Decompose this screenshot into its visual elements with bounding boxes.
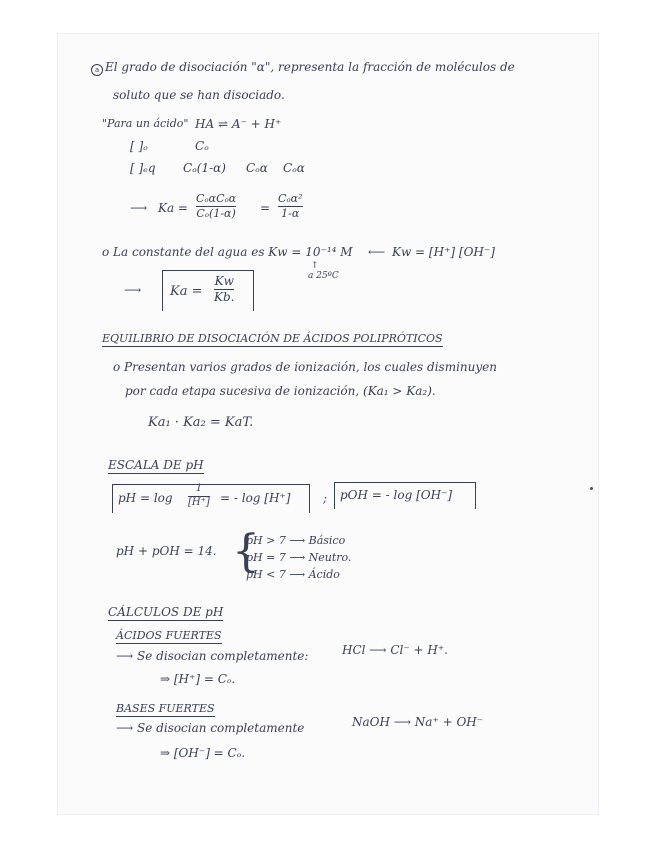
ka-kw-kb-arrow: ⟶ — [124, 283, 142, 297]
strong-bases-result: ⇒ [OH⁻] = Cₒ. — [160, 746, 246, 760]
polyprotic-section-title: EQUILIBRIO DE DISOCIACIÓN DE ÁCIDOS POLIPRÓTICOS — [102, 333, 443, 347]
strong-acids-line: ⟶ Se disocian completamente: — [116, 649, 309, 663]
ph-fraction — [188, 484, 210, 508]
ka-kw-kb-lhs: Ka = — [170, 284, 203, 299]
ph-poh-separator: ; — [323, 491, 328, 505]
initial-concentration-value: Cₒ — [195, 139, 209, 153]
equilibrium-concentration-label: [ ]ₑq — [130, 161, 156, 175]
ph-case-basic: pH > 7 ⟶ Básico — [246, 534, 346, 547]
ka-fraction-2-denominator: 1-α — [281, 206, 300, 220]
initial-concentration-label: [ ]ₒ — [130, 139, 148, 153]
equilibrium-a-value: Cₒα — [246, 161, 268, 175]
ph-definition-rhs: = - log [H⁺] — [220, 491, 291, 505]
dissociation-degree-line-1: El grado de disociación "α", representa la fracción de moléculos de — [105, 60, 515, 74]
ka-expression-arrow: ⟶ — [130, 201, 148, 215]
strong-bases-title: BASES FUERTES — [116, 703, 215, 717]
strong-acids-title: ÁCIDOS FUERTES — [116, 630, 222, 644]
ph-scale-title: ESCALA DE pH — [108, 459, 204, 474]
ka-fraction-2-numerator: Cₒα² — [278, 192, 303, 205]
dissociation-degree-line-2: soluto que se han disociado. — [113, 88, 285, 102]
ph-case-acidic: pH < 7 ⟶ Ácido — [246, 568, 340, 581]
ka-kw-kb-fraction — [214, 275, 234, 303]
ka-kw-kb-numerator: Kw — [214, 274, 234, 288]
polyprotic-line-2: por cada etapa sucesiva de ionización, (Ka₁ > Ka₂). — [125, 384, 436, 398]
strong-bases-line: ⟶ Se disocian completamente — [116, 721, 305, 735]
item-marker: a — [91, 64, 103, 76]
water-constant-arrow: ⟵ — [368, 245, 386, 259]
ph-calculations-title: CÁLCULOS DE pH — [108, 606, 223, 621]
ka-expression-lhs: Ka = — [158, 201, 188, 215]
cases-brace: { — [232, 526, 260, 577]
equilibrium-ha-value: Cₒ(1-α) — [183, 161, 226, 175]
poh-definition: pOH = - log [OH⁻] — [340, 488, 453, 502]
strong-acids-reaction: HCl ⟶ Cl⁻ + H⁺. — [342, 643, 448, 657]
ph-fraction-denominator: [H⁺] — [188, 496, 210, 508]
ka-kw-kb-denominator: Kb. — [214, 289, 235, 304]
ka-fraction-1-denominator: Cₒ(1-α) — [196, 206, 236, 220]
ph-fraction-numerator: 1 — [195, 483, 203, 494]
ka-expression-equals: = — [260, 201, 271, 215]
ka-fraction-1 — [196, 193, 236, 219]
ph-case-neutral: pH = 7 ⟶ Neutro. — [246, 551, 352, 564]
ph-definition-lhs: pH = log — [118, 491, 173, 505]
strong-acids-result: ⇒ [H⁺] = Cₒ. — [160, 672, 236, 686]
equilibrium-h-value: Cₒα — [283, 161, 305, 175]
polyprotic-ka-product: Ka₁ · Ka₂ = KaT. — [148, 415, 254, 430]
ka-fraction-2 — [278, 193, 303, 219]
ka-fraction-1-numerator: CₒαCₒα — [196, 192, 237, 205]
strong-bases-reaction: NaOH ⟶ Na⁺ + OH⁻ — [352, 715, 484, 729]
temperature-note: a 25ºC — [308, 271, 339, 281]
acid-case-label: "Para un ácido" — [102, 117, 189, 130]
water-constant-definition: Kw = [H⁺] [OH⁻] — [392, 245, 495, 259]
temperature-arrow: ↑ — [311, 261, 319, 271]
polyprotic-line-1: o Presentan varios grados de ionización, los cuales disminuyen — [113, 360, 497, 374]
acid-dissociation-reaction: HA ⇌ A⁻ + H⁺ — [195, 117, 282, 131]
ph-poh-sum: pH + pOH = 14. — [116, 544, 217, 558]
paper-dot — [590, 487, 593, 490]
water-constant-line: o La constante del agua es Kw = 10⁻¹⁴ M — [102, 245, 353, 259]
